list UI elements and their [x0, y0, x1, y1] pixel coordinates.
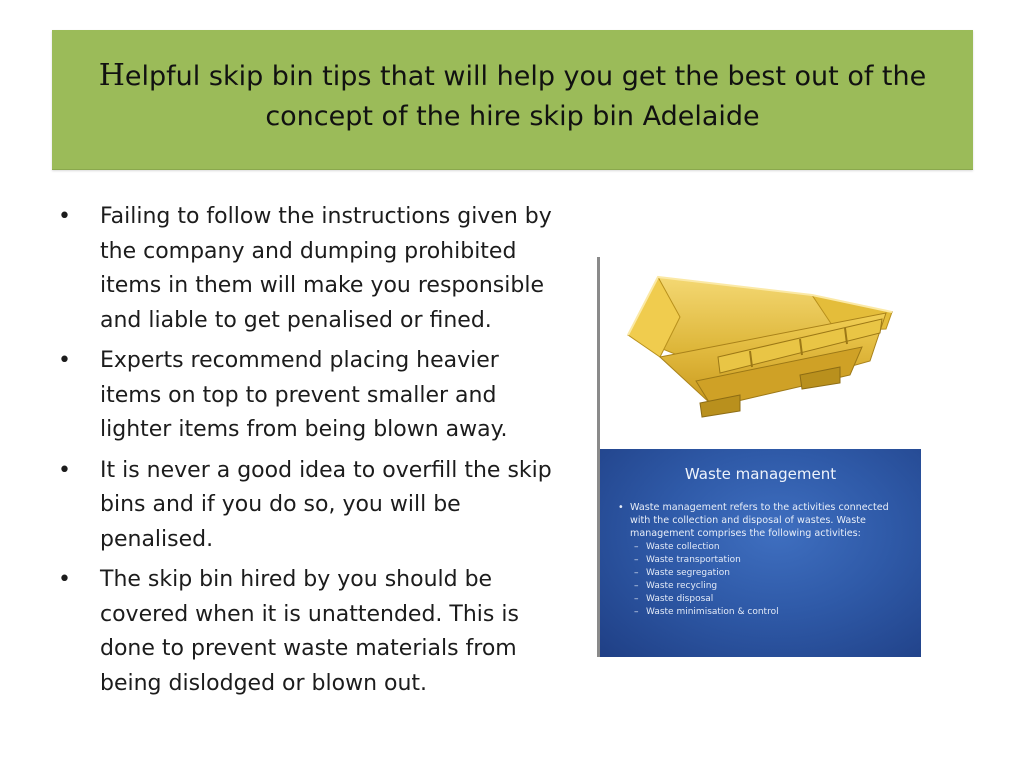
waste-intro-text: Waste management refers to the activities connected with the collection and disposal of wastes. Waste management comprises the following activities: [630, 502, 889, 539]
dash-icon: – [634, 607, 639, 617]
waste-activity-text: Waste transportation [646, 555, 741, 565]
skip-bin-image [600, 257, 921, 449]
dash-icon: – [634, 594, 639, 604]
bullet-icon: • [58, 348, 71, 373]
tip-text: Experts recommend placing heavier items on top to prevent smaller and lighter items from being blown away. [100, 348, 508, 442]
waste-activity [634, 541, 911, 554]
dash-icon: – [634, 555, 639, 565]
waste-activity [634, 606, 911, 619]
bullet-icon: • [58, 457, 71, 483]
bullet-icon: • [58, 204, 71, 229]
waste-activities-list [618, 541, 911, 619]
tip-item [58, 454, 553, 558]
skip-bin-photo [597, 257, 921, 657]
tip-text: The skip bin hired by you should be covered when it is unattended. This is done to prevent waste materials from being dislodged or blown out. [100, 567, 519, 696]
waste-activity-text: Waste recycling [646, 581, 718, 591]
title-initial: H [98, 58, 125, 93]
waste-activity [634, 580, 911, 593]
waste-activity [634, 554, 911, 567]
waste-activity-text: Waste collection [646, 542, 720, 552]
dash-icon: – [634, 581, 639, 591]
title-band [52, 30, 973, 170]
bullet-icon: • [58, 567, 71, 592]
tip-text: It is never a good idea to overfill the skip bins and if you do so, you will be penalised. [100, 457, 552, 552]
waste-activity [634, 593, 911, 606]
waste-intro [618, 501, 911, 540]
waste-activity-text: Waste disposal [646, 594, 714, 604]
waste-activity [634, 567, 911, 580]
slide-title [82, 56, 943, 137]
title-rest: elpful skip bin tips that will help you get the best out of the concept of the hire skip bin Adelaide [124, 61, 927, 132]
tip-item [58, 344, 553, 448]
bullet-icon: • [618, 502, 624, 513]
dash-icon: – [634, 542, 639, 552]
tip-item [58, 200, 553, 338]
tip-item [58, 563, 553, 701]
waste-activity-text: Waste segregation [646, 568, 730, 578]
tips-list [58, 200, 553, 707]
waste-activity-text: Waste minimisation & control [646, 607, 779, 617]
dash-icon: – [634, 568, 639, 578]
waste-panel-title: Waste management [684, 465, 837, 483]
skip-bin-icon [600, 257, 921, 449]
tip-text: Failing to follow the instructions given by the company and dumping prohibited items in them will make you responsible and liable to get penalised or fined. [100, 204, 552, 333]
waste-management-panel [600, 449, 921, 657]
